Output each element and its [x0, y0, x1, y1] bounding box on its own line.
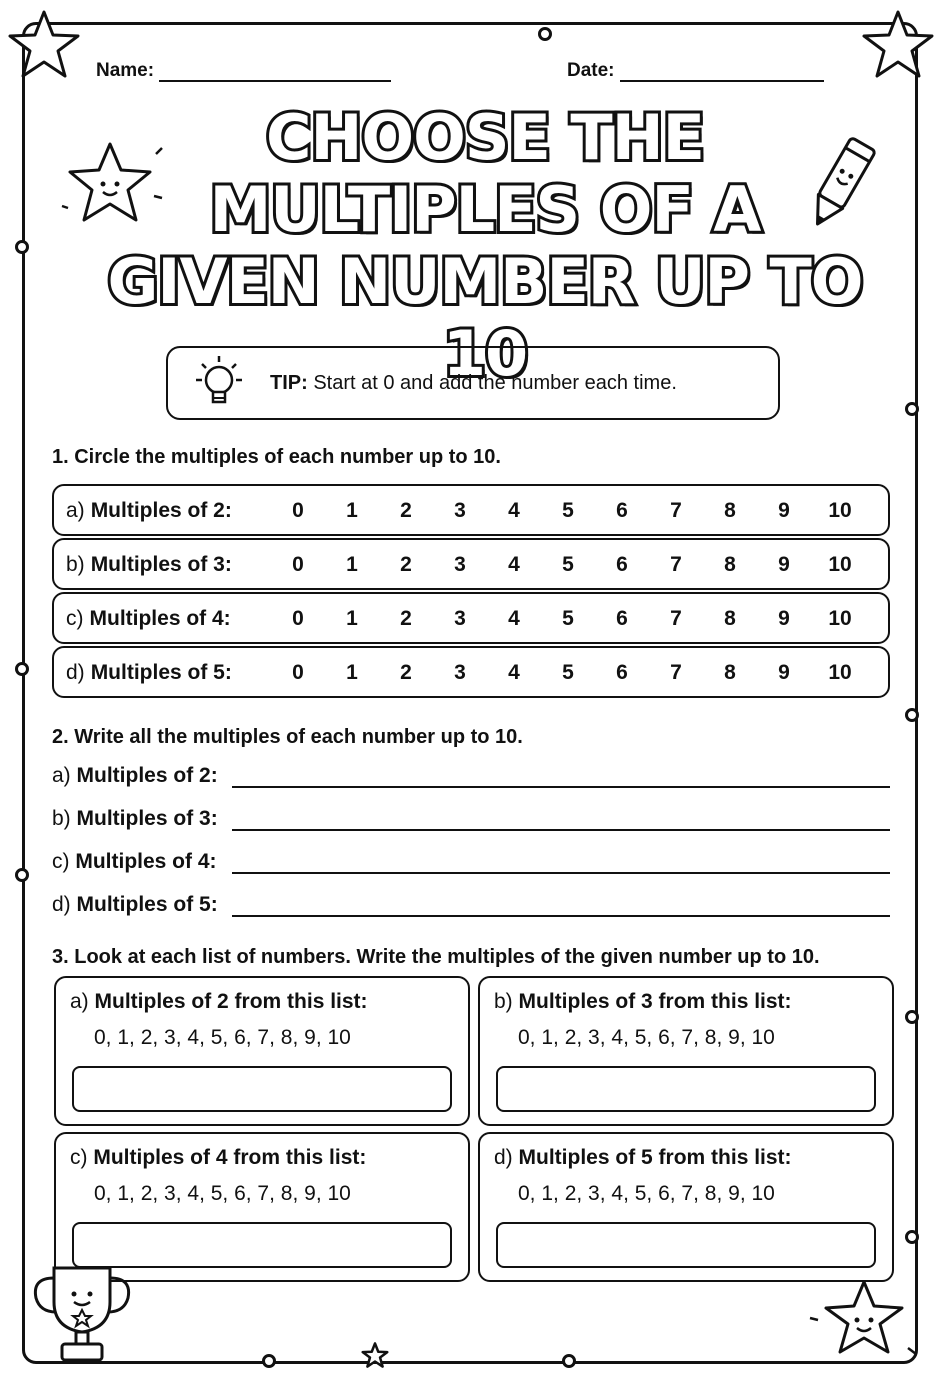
circle-number-option[interactable]: 3 — [454, 607, 466, 630]
circle-number-option[interactable]: 3 — [454, 499, 466, 522]
date-field[interactable] — [567, 60, 824, 82]
border-dot — [905, 1010, 919, 1024]
q3-box-label — [494, 1146, 792, 1170]
name-line[interactable] — [159, 62, 391, 82]
smiling-star-icon — [808, 1278, 920, 1370]
q1-row-label — [66, 607, 231, 631]
circle-number-option[interactable]: 6 — [616, 499, 628, 522]
circle-number-option[interactable]: 7 — [670, 553, 682, 576]
circle-number-option[interactable]: 4 — [508, 499, 520, 522]
q3-box — [54, 976, 470, 1126]
circle-number-option[interactable]: 1 — [346, 607, 358, 630]
answer-box[interactable] — [72, 1066, 452, 1112]
border-dot — [538, 27, 552, 41]
circle-number-option[interactable]: 8 — [724, 553, 736, 576]
q3-box-label — [70, 990, 368, 1014]
date-line[interactable] — [620, 62, 824, 82]
tip-body: Start at 0 and add the number each time. — [313, 372, 677, 394]
row-letter: c) — [52, 850, 70, 873]
q3-box-label — [494, 990, 792, 1014]
answer-line[interactable] — [232, 872, 890, 874]
circle-number-option[interactable]: 6 — [616, 661, 628, 684]
box-label: Multiples of 4 from this list: — [93, 1146, 367, 1169]
circle-number-option[interactable]: 3 — [454, 553, 466, 576]
star-icon — [862, 8, 934, 80]
answer-line[interactable] — [232, 786, 890, 788]
circle-number-option[interactable]: 10 — [828, 607, 852, 630]
circle-number-option[interactable]: 8 — [724, 499, 736, 522]
circle-number-option[interactable]: 2 — [400, 607, 412, 630]
row-label: Multiples of 5: — [90, 661, 232, 684]
circle-number-option[interactable]: 5 — [562, 553, 574, 576]
q1-row-label — [66, 661, 232, 685]
star-icon — [362, 1342, 388, 1368]
tip-box — [166, 346, 780, 420]
lightbulb-icon — [186, 354, 252, 416]
q2-row-label — [52, 764, 218, 788]
circle-number-option[interactable]: 0 — [292, 499, 304, 522]
row-label: Multiples of 4: — [89, 607, 231, 630]
circle-number-option[interactable]: 1 — [346, 499, 358, 522]
circle-number-option[interactable]: 0 — [292, 607, 304, 630]
circle-number-option[interactable]: 2 — [400, 553, 412, 576]
name-label: Name: — [96, 60, 155, 81]
title-line-2: MULTIPLES OF A — [209, 173, 761, 246]
border-dot — [15, 662, 29, 676]
smiling-star-icon — [58, 136, 168, 236]
row-label: Multiples of 5: — [76, 893, 218, 916]
row-label: Multiples of 2: — [90, 499, 232, 522]
row-letter: d) — [52, 893, 71, 916]
row-label: Multiples of 3: — [90, 553, 232, 576]
circle-number-option[interactable]: 9 — [778, 553, 790, 576]
date-label: Date: — [567, 60, 615, 81]
circle-number-option[interactable]: 7 — [670, 607, 682, 630]
circle-number-option[interactable]: 2 — [400, 661, 412, 684]
box-label: Multiples of 5 from this list: — [518, 1146, 792, 1169]
q1-row — [52, 592, 890, 644]
title-line-3: GIVEN NUMBER UP TO 10 — [107, 245, 863, 390]
circle-number-option[interactable]: 4 — [508, 607, 520, 630]
row-letter: a) — [66, 499, 85, 522]
row-letter: d) — [66, 661, 85, 684]
circle-number-option[interactable]: 1 — [346, 661, 358, 684]
circle-number-option[interactable]: 6 — [616, 553, 628, 576]
circle-number-option[interactable]: 5 — [562, 607, 574, 630]
circle-number-option[interactable]: 9 — [778, 661, 790, 684]
circle-number-option[interactable]: 5 — [562, 661, 574, 684]
q2-row-label — [52, 893, 218, 917]
answer-box[interactable] — [496, 1066, 876, 1112]
box-letter: d) — [494, 1146, 513, 1169]
circle-number-option[interactable]: 8 — [724, 607, 736, 630]
q1-heading: 1. Circle the multiples of each number up to 10. — [52, 446, 501, 468]
row-label: Multiples of 3: — [76, 807, 218, 830]
q3-box — [478, 1132, 894, 1282]
circle-number-option[interactable]: 5 — [562, 499, 574, 522]
q2-row-label — [52, 850, 217, 874]
row-letter: a) — [52, 764, 71, 787]
circle-number-option[interactable]: 4 — [508, 661, 520, 684]
q2-heading: 2. Write all the multiples of each number up to 10. — [52, 726, 523, 748]
border-dot — [15, 868, 29, 882]
border-dot — [562, 1354, 576, 1368]
circle-number-option[interactable]: 10 — [828, 553, 852, 576]
q1-row-label — [66, 553, 232, 577]
circle-number-option[interactable]: 10 — [828, 499, 852, 522]
border-dot — [262, 1354, 276, 1368]
q1-row — [52, 484, 890, 536]
title-line-1: CHOOSE THE — [266, 101, 704, 174]
border-dot — [905, 1230, 919, 1244]
circle-number-option[interactable]: 1 — [346, 553, 358, 576]
circle-number-option[interactable]: 4 — [508, 553, 520, 576]
circle-number-option[interactable]: 7 — [670, 661, 682, 684]
number-list: 0, 1, 2, 3, 4, 5, 6, 7, 8, 9, 10 — [94, 1026, 351, 1049]
circle-number-option[interactable]: 10 — [828, 661, 852, 684]
q3-box-label — [70, 1146, 366, 1170]
name-field[interactable] — [96, 60, 391, 82]
border-dot — [15, 240, 29, 254]
q3-box — [478, 976, 894, 1126]
circle-number-option[interactable]: 3 — [454, 661, 466, 684]
star-icon — [8, 8, 80, 80]
border-dot — [905, 708, 919, 722]
circle-number-option[interactable]: 0 — [292, 661, 304, 684]
circle-number-option[interactable]: 6 — [616, 607, 628, 630]
circle-number-option[interactable]: 9 — [778, 499, 790, 522]
row-label: Multiples of 2: — [76, 764, 218, 787]
q1-row — [52, 538, 890, 590]
trophy-icon — [24, 1256, 140, 1372]
q1-row-label — [66, 499, 232, 523]
number-list: 0, 1, 2, 3, 4, 5, 6, 7, 8, 9, 10 — [518, 1182, 775, 1205]
circle-number-option[interactable]: 2 — [400, 499, 412, 522]
border-dot — [905, 402, 919, 416]
tip-text — [270, 372, 677, 395]
box-letter: c) — [70, 1146, 88, 1169]
pencil-icon — [790, 130, 890, 240]
answer-line[interactable] — [232, 915, 890, 917]
box-letter: a) — [70, 990, 89, 1013]
q3-heading: 3. Look at each list of numbers. Write the multiples of the given number up to 10. — [52, 946, 820, 968]
answer-box[interactable] — [496, 1222, 876, 1268]
tip-label: TIP: — [270, 372, 308, 394]
box-label: Multiples of 3 from this list: — [518, 990, 792, 1013]
q1-row — [52, 646, 890, 698]
row-letter: c) — [66, 607, 84, 630]
row-letter: b) — [66, 553, 85, 576]
box-label: Multiples of 2 from this list: — [94, 990, 368, 1013]
circle-number-option[interactable]: 0 — [292, 553, 304, 576]
circle-number-option[interactable]: 9 — [778, 607, 790, 630]
row-letter: b) — [52, 807, 71, 830]
answer-line[interactable] — [232, 829, 890, 831]
circle-number-option[interactable]: 7 — [670, 499, 682, 522]
number-list: 0, 1, 2, 3, 4, 5, 6, 7, 8, 9, 10 — [518, 1026, 775, 1049]
number-list: 0, 1, 2, 3, 4, 5, 6, 7, 8, 9, 10 — [94, 1182, 351, 1205]
q2-row-label — [52, 807, 218, 831]
row-label: Multiples of 4: — [75, 850, 217, 873]
box-letter: b) — [494, 990, 513, 1013]
circle-number-option[interactable]: 8 — [724, 661, 736, 684]
